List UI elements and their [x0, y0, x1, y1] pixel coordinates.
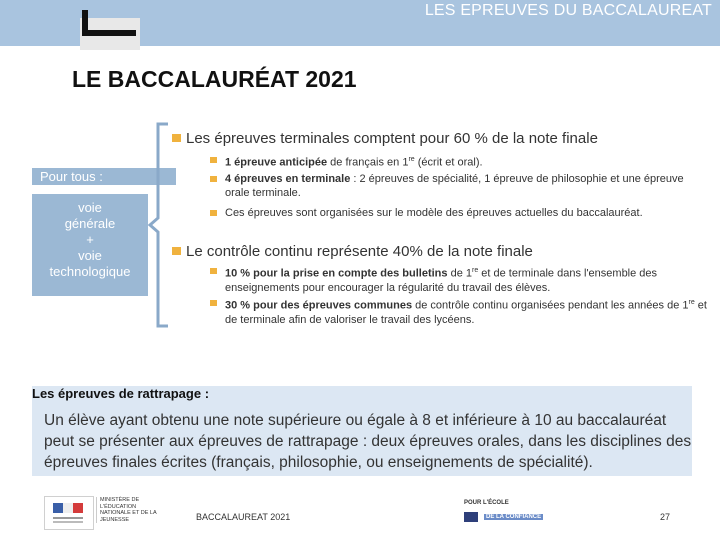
- final-item: 1 épreuve anticipée de français en 1re (écrit et oral).: [210, 153, 710, 170]
- continuous-item: 30 % pour des épreuves communes de contrôle continu organisées pendant les années de 1re et de terminale afin de valoriser le travail des lycéens.: [210, 296, 710, 327]
- logo-mark-icon: [464, 512, 478, 522]
- bracket-connector: [148, 122, 172, 328]
- bullet-icon: [210, 210, 217, 216]
- continuous-assessment-heading: Le contrôle continu représente 40% de la note finale: [172, 243, 533, 260]
- final-item: 4 épreuves en terminale : 2 épreuves de spécialité, 1 épreuve de philosophie et une épreuve orale terminale.: [210, 172, 710, 200]
- footer-title: BACCALAUREAT 2021: [196, 512, 291, 522]
- track-line: voie: [78, 200, 102, 215]
- rattrapage-title: Les épreuves de rattrapage :: [32, 386, 210, 401]
- track-line: +: [86, 232, 94, 247]
- bullet-icon: [210, 157, 217, 163]
- bullet-icon: [210, 268, 217, 274]
- track-line: voie: [78, 248, 102, 263]
- header-title: LES EPREUVES DU BACCALAUREAT: [424, 2, 712, 19]
- continuous-item: 10 % pour la prise en compte des bulletins de 1re et de terminale dans l'ensemble des enseignements pour encourager la régularité du travail des élèves.: [210, 264, 710, 295]
- bullet-icon: [210, 176, 217, 182]
- page-title: LE BACCALAURÉAT 2021: [72, 66, 357, 92]
- corner-logo-mark: [72, 10, 142, 42]
- bullet-icon: [210, 300, 217, 306]
- ministry-logo: [44, 496, 94, 530]
- page-number: 27: [660, 512, 671, 522]
- track-line: technologique: [49, 264, 131, 279]
- bullet-icon: [172, 247, 181, 255]
- ecole-confiance-logo: POUR L'ÉCOLE DE LA CONFIANCE: [464, 500, 542, 520]
- final-exams-heading: Les épreuves terminales comptent pour 60 % de la note finale: [172, 130, 598, 147]
- track-line: générale: [64, 216, 116, 231]
- ministry-name: MINISTÈRE DE L'ÉDUCATION NATIONALE ET DE LA JEUNESSE: [96, 497, 160, 523]
- for-all-label: Pour tous :: [32, 168, 176, 185]
- bullet-icon: [172, 134, 181, 142]
- rattrapage-text: Un élève ayant obtenu une note supérieure ou égale à 8 et inférieure à 10 au baccalauréat peut se présenter aux épreuves de rattrapage : deux épreuves orales, dans les disciplines des épreuves finales écrites (français, philosophie, ou enseignements de spécialité).: [44, 412, 692, 471]
- tracks-panel: [32, 194, 148, 296]
- final-item: Ces épreuves sont organisées sur le modèle des épreuves actuelles du baccalauréat.: [210, 206, 710, 220]
